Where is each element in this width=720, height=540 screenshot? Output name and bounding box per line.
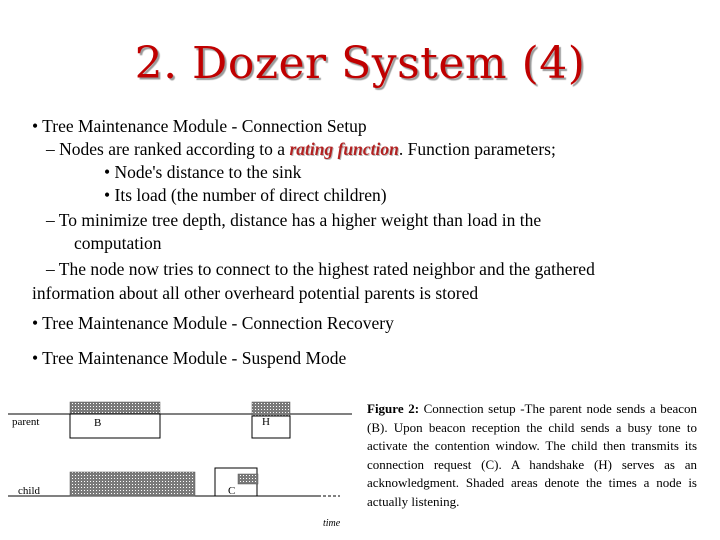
- parent-listening-block-1: [70, 402, 160, 414]
- caption-text: Connection setup -The parent node sends a beacon (B). Upon beacon reception the child sends a busy tone to activate the contention window. The child then transmits its connection request (C). A handshake (H) serves as an acknowledgment. Shaded areas denote the times a node is actually listening.: [367, 401, 697, 509]
- subbullet-minimize-depth: – To minimize tree depth, distance has a higher weight than load in the: [46, 210, 542, 230]
- slide-title: 2. Dozer System (4): [134, 38, 586, 89]
- request-label: C: [228, 485, 236, 497]
- bullet-suspend-mode: • Tree Maintenance Module - Suspend Mode: [32, 348, 347, 368]
- subbullet-minimize-depth-cont: computation: [74, 233, 162, 253]
- parent-row-label: parent: [12, 416, 40, 428]
- child-row-label: child: [18, 485, 40, 497]
- parent-handshake-box: [252, 416, 290, 438]
- figure-caption: [367, 400, 697, 512]
- child-listening-block-2: [238, 474, 258, 484]
- time-axis-label: time: [323, 518, 341, 529]
- bullet-connection-recovery: • Tree Maintenance Module - Connection Recovery: [32, 313, 394, 333]
- param-distance: • Node's distance to the sink: [104, 162, 302, 182]
- subbullet-connect: – The node now tries to connect to the highest rated neighbor and the gathered: [46, 259, 595, 279]
- parent-beacon-box: [70, 414, 160, 438]
- ranking-text-post: . Function parameters;: [398, 139, 556, 159]
- timing-diagram: [0, 388, 360, 538]
- subbullet-connect-cont: information about all other overheard potential parents is stored: [32, 283, 479, 303]
- bullet-connection-setup: • Tree Maintenance Module - Connection Setup: [32, 116, 367, 136]
- parent-listening-block-2: [252, 402, 290, 416]
- handshake-label: H: [262, 416, 270, 428]
- child-listening-block-1: [70, 472, 195, 496]
- ranking-text-pre: – Nodes are ranked according to a: [46, 139, 290, 159]
- param-load: • Its load (the number of direct children): [104, 185, 387, 205]
- rating-function-term: rating function: [289, 139, 399, 159]
- beacon-label: B: [94, 417, 102, 429]
- subbullet-ranking: [46, 138, 556, 160]
- caption-lead: Figure 2:: [367, 401, 420, 416]
